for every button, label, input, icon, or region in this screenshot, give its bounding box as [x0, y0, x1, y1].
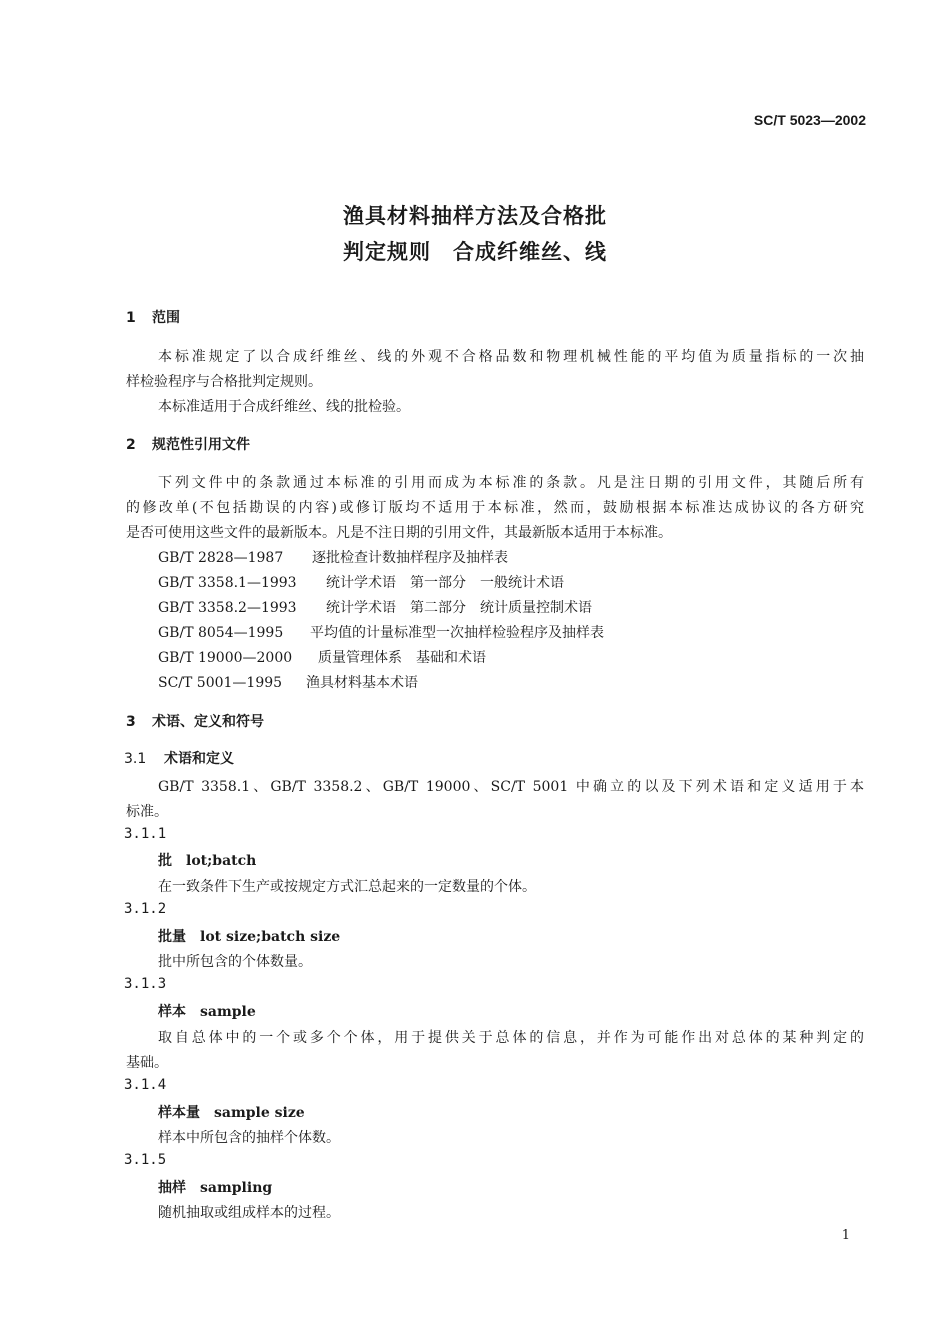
term-entry	[158, 926, 340, 946]
term-definition: 随机抽取或组成样本的过程。	[158, 1205, 340, 1221]
term-entry	[158, 850, 256, 870]
subsection-3-1-text-line1: GB/T 3358.1、GB/T 3358.2、GB/T 19000、SC/T 5001 中确立的以及下列术语和定义适用于本	[158, 779, 864, 795]
term-definition-continued: 基础。	[126, 1055, 168, 1071]
document-title-line1: 渔具材料抽样方法及合格批	[343, 204, 607, 228]
term-chinese: 样本量	[158, 1105, 200, 1121]
term-number: 3.1.2	[124, 901, 167, 917]
term-english: lot;batch	[186, 853, 257, 869]
reference-title: 质量管理体系 基础和术语	[318, 650, 486, 666]
reference-item	[158, 622, 604, 642]
term-definition: 取自总体中的一个或多个个体，用于提供关于总体的信息，并作为可能作出对总体的某种判定的	[158, 1030, 864, 1046]
section-number: 2	[126, 437, 136, 453]
reference-code: GB/T 3358.1—1993	[158, 575, 297, 591]
term-english: sampling	[200, 1180, 273, 1196]
term-english: lot size;batch size	[200, 929, 341, 945]
section-2-intro-line3: 是否可使用这些文件的最新版本。凡是不注日期的引用文件，其最新版本适用于本标准。	[126, 525, 672, 541]
section-title: 规范性引用文件	[152, 437, 250, 453]
term-definition: 在一致条件下生产或按规定方式汇总起来的一定数量的个体。	[158, 879, 536, 895]
document-title-line2: 判定规则 合成纤维丝、线	[343, 240, 607, 264]
reference-code: GB/T 8054—1995	[158, 625, 284, 641]
section-title: 术语、定义和符号	[152, 714, 264, 730]
term-number: 3.1.5	[124, 1152, 167, 1168]
section-1-paragraph-line2: 样检验程序与合格批判定规则。	[126, 374, 322, 390]
reference-title: 统计学术语 第一部分 一般统计术语	[326, 575, 564, 591]
term-definition: 批中所包含的个体数量。	[158, 954, 312, 970]
term-chinese: 样本	[158, 1004, 186, 1020]
section-number: 3	[126, 714, 136, 730]
term-chinese: 批量	[158, 929, 186, 945]
reference-title: 平均值的计量标准型一次抽样检验程序及抽样表	[310, 625, 604, 641]
term-chinese: 批	[158, 853, 172, 869]
subsection-number: 3.1	[124, 751, 147, 767]
section-number: 1	[126, 310, 136, 326]
page-number: 1	[841, 1228, 850, 1243]
term-number: 3.1.3	[124, 976, 167, 992]
term-chinese: 抽样	[158, 1180, 186, 1196]
reference-code: GB/T 3358.2—1993	[158, 600, 297, 616]
subsection-3-1-text-line2: 标准。	[126, 804, 168, 820]
reference-code: SC/T 5001—1995	[158, 675, 283, 691]
reference-code: GB/T 2828—1987	[158, 550, 284, 566]
reference-title: 逐批检查计数抽样程序及抽样表	[312, 550, 508, 566]
section-2-intro-line1: 下列文件中的条款通过本标准的引用而成为本标准的条款。凡是注日期的引用文件，其随后所有	[158, 475, 864, 491]
subsection-3-1-heading	[124, 748, 234, 768]
section-title: 范围	[152, 310, 180, 326]
reference-item	[158, 547, 508, 567]
term-english: sample	[200, 1004, 256, 1020]
subsection-title: 术语和定义	[164, 751, 234, 767]
term-definition: 样本中所包含的抽样个体数。	[158, 1130, 340, 1146]
section-1-paragraph-line1: 本标准规定了以合成纤维丝、线的外观不合格品数和物理机械性能的平均值为质量指标的一次抽	[158, 349, 864, 365]
reference-item	[158, 572, 564, 592]
section-2-intro-line2: 的修改单(不包括勘误的内容)或修订版均不适用于本标准，然而，鼓励根据本标准达成协议的各方研究	[126, 500, 864, 516]
standard-number: SC/T 5023—2002	[753, 112, 866, 128]
reference-item	[158, 597, 592, 617]
term-number: 3.1.4	[124, 1077, 167, 1093]
section-3-heading	[126, 711, 264, 731]
term-entry	[158, 1177, 272, 1197]
term-english: sample size	[214, 1105, 305, 1121]
term-entry	[158, 1001, 256, 1021]
reference-title: 统计学术语 第二部分 统计质量控制术语	[326, 600, 592, 616]
reference-title: 渔具材料基本术语	[306, 675, 418, 691]
term-number: 3.1.1	[124, 826, 167, 842]
section-1-paragraph2: 本标准适用于合成纤维丝、线的批检验。	[158, 399, 410, 415]
reference-item	[158, 672, 418, 692]
term-entry	[158, 1102, 305, 1122]
reference-code: GB/T 19000—2000	[158, 650, 293, 666]
reference-item	[158, 647, 486, 667]
section-1-heading	[126, 307, 180, 327]
section-2-heading	[126, 434, 250, 454]
